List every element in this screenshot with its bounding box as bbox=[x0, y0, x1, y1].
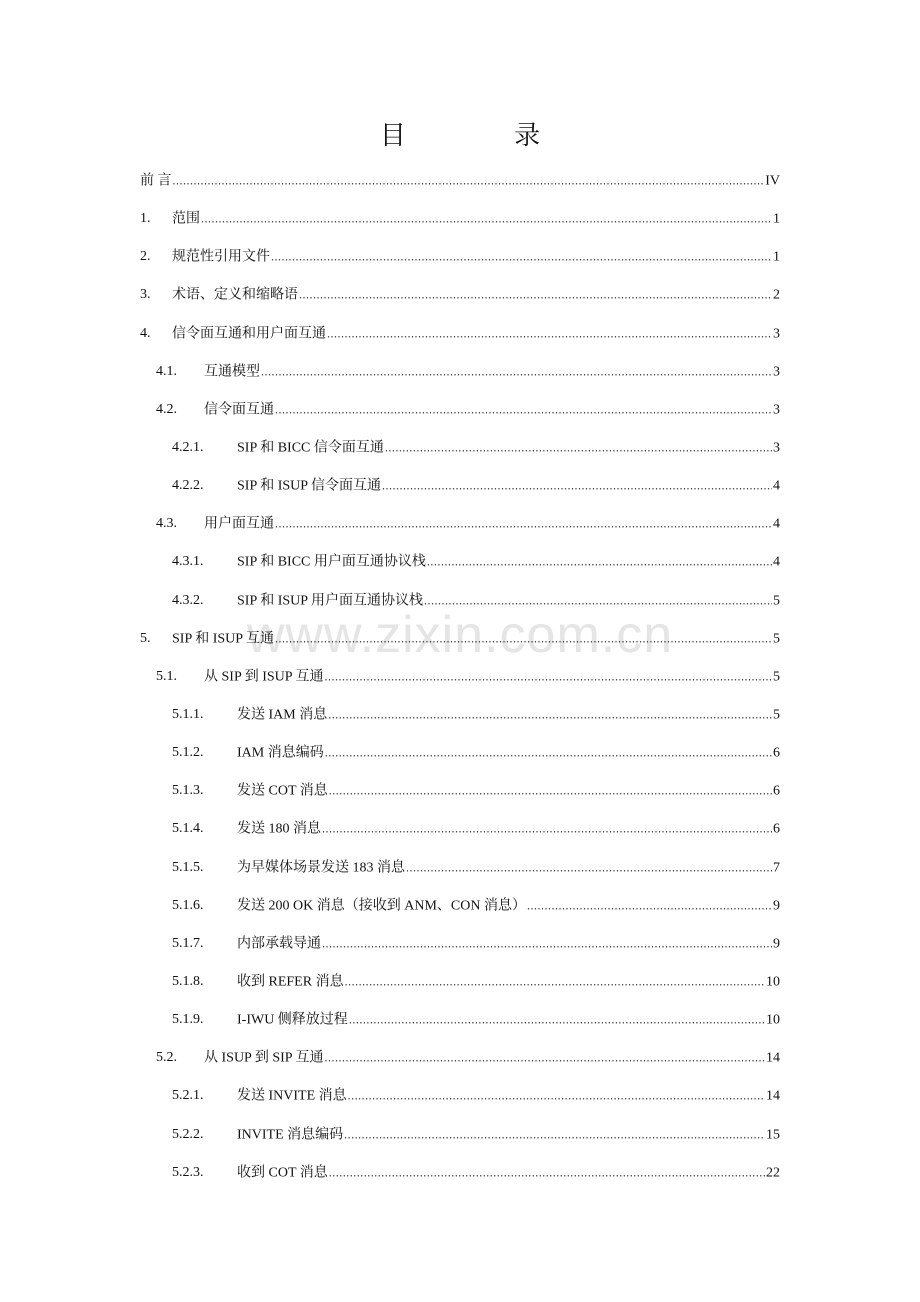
toc-entry-page-number[interactable]: 3 bbox=[773, 440, 780, 456]
toc-entry-line bbox=[237, 1163, 780, 1182]
toc-entry-title[interactable]: 从 SIP 到 ISUP 互通 bbox=[204, 669, 324, 685]
toc-entry-leader-dots bbox=[349, 1011, 765, 1029]
toc-entry-title[interactable]: 收到 REFER 消息 bbox=[237, 974, 344, 990]
toc-entry-page-number[interactable]: 3 bbox=[773, 402, 780, 418]
toc-entry-title[interactable]: SIP 和 ISUP 信令面互通 bbox=[237, 478, 382, 494]
toc-entry-line bbox=[237, 896, 780, 915]
toc-entry-title[interactable]: SIP 和 ISUP 用户面互通协议栈 bbox=[237, 593, 424, 609]
toc-entry-leader-dots bbox=[348, 1087, 765, 1105]
toc-entry[interactable] bbox=[0, 353, 920, 391]
toc-entry-number: 5.1.4. bbox=[172, 821, 204, 837]
toc-entry-title[interactable]: 内部承载导通 bbox=[237, 936, 321, 952]
toc-entry-title[interactable]: SIP 和 ISUP 互通 bbox=[172, 631, 275, 647]
toc-entry[interactable] bbox=[0, 1116, 920, 1154]
toc-entry-line bbox=[204, 362, 780, 381]
toc-entry-number: 4.2.2. bbox=[172, 478, 204, 494]
toc-entry-page-number[interactable]: 15 bbox=[766, 1127, 780, 1143]
toc-entry[interactable] bbox=[0, 810, 920, 848]
toc-entry-leader-dots bbox=[385, 439, 772, 457]
toc-entry-leader-dots bbox=[527, 896, 772, 914]
toc-entry-leader-dots bbox=[382, 477, 772, 495]
toc-entry-leader-dots bbox=[173, 172, 765, 190]
toc-entry-title[interactable]: 发送 IAM 消息 bbox=[237, 707, 328, 723]
toc-entry-title[interactable]: 规范性引用文件 bbox=[172, 249, 270, 265]
toc-entry-title[interactable]: 发送 COT 消息 bbox=[237, 783, 328, 799]
toc-entry-title[interactable]: 发送 180 消息 bbox=[237, 821, 321, 837]
toc-entry-page-number[interactable]: 14 bbox=[766, 1088, 780, 1104]
toc-entry-leader-dots bbox=[275, 515, 772, 533]
toc-entry-page-number[interactable]: 3 bbox=[773, 364, 780, 380]
toc-entry-title[interactable]: 互通模型 bbox=[204, 364, 260, 380]
toc-entry-leader-dots bbox=[275, 629, 772, 647]
toc-entry-title[interactable]: 为早媒体场景发送 183 消息 bbox=[237, 860, 405, 876]
toc-entry-title[interactable]: 信令面互通 bbox=[204, 402, 274, 418]
toc-entry-line bbox=[237, 706, 780, 725]
toc-entry-page-number[interactable]: 10 bbox=[766, 1012, 780, 1028]
toc-entry-page-number[interactable]: IV bbox=[765, 173, 780, 189]
toc-entry-title[interactable]: 术语、定义和缩略语 bbox=[172, 287, 298, 303]
toc-entry-number: 5. bbox=[140, 630, 151, 646]
toc-entry-line bbox=[237, 973, 780, 992]
toc-entry-page-number[interactable]: 9 bbox=[773, 898, 780, 914]
toc-entry-line bbox=[237, 1087, 780, 1106]
toc-entry-line bbox=[237, 1125, 780, 1144]
toc-entry[interactable] bbox=[0, 772, 920, 810]
toc-entry[interactable] bbox=[0, 1077, 920, 1115]
toc-entry-number: 5.2.2. bbox=[172, 1126, 204, 1142]
toc-entry-page-number[interactable]: 4 bbox=[773, 516, 780, 532]
toc-entry-line bbox=[204, 667, 780, 686]
toc-entry-leader-dots bbox=[325, 667, 772, 685]
toc-entry-number: 1. bbox=[140, 211, 151, 227]
toc-entry[interactable] bbox=[0, 849, 920, 887]
toc-entry[interactable] bbox=[0, 315, 920, 353]
toc-entry[interactable] bbox=[0, 543, 920, 581]
toc-entry-leader-dots bbox=[275, 400, 772, 418]
page-title: 目 录 bbox=[379, 121, 591, 151]
toc-entry-page-number[interactable]: 4 bbox=[773, 478, 780, 494]
toc-entry-page-number[interactable]: 5 bbox=[773, 669, 780, 685]
toc-entry-title[interactable]: 信令面互通和用户面互通 bbox=[172, 326, 326, 342]
toc-entry-line bbox=[204, 400, 780, 419]
toc-entry-number: 4.1. bbox=[156, 363, 177, 379]
toc-entry-leader-dots bbox=[344, 1125, 765, 1143]
toc-entry-title[interactable]: 范围 bbox=[172, 211, 200, 227]
toc-entry-leader-dots bbox=[424, 591, 772, 609]
toc-entry-number: 4.2. bbox=[156, 401, 177, 417]
toc-entry-number: 5.2.1. bbox=[172, 1088, 204, 1104]
toc-entry-number: 5.1.3. bbox=[172, 783, 204, 799]
toc-entry[interactable] bbox=[0, 925, 920, 963]
toc-entry-title[interactable]: I-IWU 侧释放过程 bbox=[237, 1012, 348, 1028]
toc-entry-line bbox=[237, 820, 780, 839]
toc-entry-page-number[interactable]: 5 bbox=[773, 593, 780, 609]
toc-entry-line bbox=[237, 782, 780, 801]
toc-entry-title[interactable]: 发送 200 OK 消息（接收到 ANM、CON 消息） bbox=[237, 898, 526, 914]
toc-entry-page-number[interactable]: 1 bbox=[773, 211, 780, 227]
toc-entry-number: 4. bbox=[140, 325, 151, 341]
toc-entry-title[interactable]: SIP 和 BICC 用户面互通协议栈 bbox=[237, 554, 426, 570]
table-of-contents bbox=[0, 162, 920, 1192]
toc-entry-title[interactable]: IAM 消息编码 bbox=[237, 745, 324, 761]
toc-entry-line bbox=[237, 858, 780, 877]
toc-entry[interactable] bbox=[0, 963, 920, 1001]
toc-entry-number: 4.3. bbox=[156, 516, 177, 532]
toc-entry-leader-dots bbox=[345, 973, 765, 991]
toc-entry-leader-dots bbox=[325, 744, 772, 762]
toc-entry-page-number[interactable]: 7 bbox=[773, 860, 780, 876]
toc-entry-page-number[interactable]: 10 bbox=[766, 974, 780, 990]
toc-entry-title[interactable]: 从 ISUP 到 SIP 互通 bbox=[204, 1050, 324, 1066]
toc-entry-leader-dots bbox=[322, 934, 772, 952]
toc-entry[interactable] bbox=[0, 200, 920, 238]
toc-entry-line bbox=[140, 172, 780, 191]
toc-entry-line bbox=[172, 629, 780, 648]
toc-entry-number: 5.2.3. bbox=[172, 1164, 204, 1180]
toc-entry-leader-dots bbox=[322, 820, 772, 838]
toc-entry-page-number[interactable]: 1 bbox=[773, 249, 780, 265]
toc-entry[interactable] bbox=[0, 1001, 920, 1039]
toc-entry-line bbox=[204, 515, 780, 534]
toc-entry-number: 5.1.5. bbox=[172, 859, 204, 875]
toc-entry[interactable] bbox=[0, 620, 920, 658]
toc-entry-page-number[interactable]: 6 bbox=[773, 821, 780, 837]
toc-entry-title[interactable]: 发送 INVITE 消息 bbox=[237, 1088, 347, 1104]
toc-entry[interactable] bbox=[0, 429, 920, 467]
toc-entry[interactable] bbox=[0, 238, 920, 276]
toc-entry-line bbox=[237, 591, 780, 610]
toc-entry-page-number[interactable]: 5 bbox=[773, 631, 780, 647]
toc-entry-page-number[interactable]: 9 bbox=[773, 936, 780, 952]
toc-entry-leader-dots bbox=[325, 1049, 765, 1067]
toc-entry-leader-dots bbox=[327, 324, 772, 342]
toc-entry-line bbox=[172, 248, 780, 267]
toc-entry-line bbox=[237, 553, 780, 572]
toc-entry[interactable] bbox=[0, 1039, 920, 1077]
toc-entry-number: 5.2. bbox=[156, 1050, 177, 1066]
toc-entry-page-number[interactable]: 22 bbox=[766, 1165, 780, 1181]
toc-entry-number: 4.3.2. bbox=[172, 592, 204, 608]
toc-entry-leader-dots bbox=[329, 782, 772, 800]
toc-entry-number: 2. bbox=[140, 249, 151, 265]
toc-entry-title[interactable]: SIP 和 BICC 信令面互通 bbox=[237, 440, 384, 456]
toc-entry-title[interactable]: 收到 COT 消息 bbox=[237, 1165, 328, 1181]
toc-entry-leader-dots bbox=[427, 553, 772, 571]
toc-entry[interactable] bbox=[0, 696, 920, 734]
toc-entry-number: 5.1.1. bbox=[172, 707, 204, 723]
toc-entry-page-number[interactable]: 6 bbox=[773, 745, 780, 761]
toc-entry[interactable] bbox=[0, 276, 920, 314]
toc-entry[interactable] bbox=[0, 734, 920, 772]
toc-entry[interactable] bbox=[0, 162, 920, 200]
toc-entry-title[interactable]: INVITE 消息编码 bbox=[237, 1127, 344, 1143]
toc-entry-leader-dots bbox=[261, 362, 772, 380]
toc-entry-number: 4.2.1. bbox=[172, 440, 204, 456]
toc-entry-title[interactable]: 前 言 bbox=[140, 173, 172, 189]
toc-entry[interactable] bbox=[0, 887, 920, 925]
toc-entry[interactable] bbox=[0, 467, 920, 505]
toc-entry-page-number[interactable]: 4 bbox=[773, 554, 780, 570]
toc-entry-number: 5.1.9. bbox=[172, 1012, 204, 1028]
toc-entry-line bbox=[237, 934, 780, 953]
toc-entry-leader-dots bbox=[271, 248, 772, 266]
watermark: www.zixin.com.cn bbox=[246, 606, 674, 664]
toc-entry[interactable] bbox=[0, 658, 920, 696]
toc-entry-number: 4.3.1. bbox=[172, 554, 204, 570]
toc-entry-page-number[interactable]: 14 bbox=[766, 1050, 780, 1066]
toc-entry-title[interactable]: 用户面互通 bbox=[204, 516, 274, 532]
toc-entry-line bbox=[237, 1011, 780, 1030]
toc-entry[interactable] bbox=[0, 505, 920, 543]
toc-entry-number: 5.1.2. bbox=[172, 745, 204, 761]
toc-entry-leader-dots bbox=[406, 858, 772, 876]
toc-entry-page-number[interactable]: 3 bbox=[773, 326, 780, 342]
toc-entry-line bbox=[237, 439, 780, 458]
toc-entry-line bbox=[172, 324, 780, 343]
toc-entry-line bbox=[172, 286, 780, 305]
toc-entry-page-number[interactable]: 5 bbox=[773, 707, 780, 723]
toc-entry-line bbox=[172, 210, 780, 229]
toc-entry-leader-dots bbox=[299, 286, 772, 304]
toc-entry-number: 3. bbox=[140, 287, 151, 303]
toc-entry-line bbox=[237, 477, 780, 496]
toc-entry-leader-dots bbox=[328, 706, 772, 724]
toc-entry-number: 5.1.7. bbox=[172, 935, 204, 951]
toc-entry-leader-dots bbox=[201, 210, 772, 228]
toc-entry-number: 5.1. bbox=[156, 668, 177, 684]
toc-entry-page-number[interactable]: 2 bbox=[773, 287, 780, 303]
toc-entry[interactable] bbox=[0, 1154, 920, 1192]
toc-entry[interactable] bbox=[0, 582, 920, 620]
toc-entry-number: 5.1.8. bbox=[172, 974, 204, 990]
toc-entry-line bbox=[237, 744, 780, 763]
toc-entry-number: 5.1.6. bbox=[172, 897, 204, 913]
toc-entry-leader-dots bbox=[329, 1163, 765, 1181]
toc-entry[interactable] bbox=[0, 391, 920, 429]
toc-entry-page-number[interactable]: 6 bbox=[773, 783, 780, 799]
toc-entry-line bbox=[204, 1049, 780, 1068]
